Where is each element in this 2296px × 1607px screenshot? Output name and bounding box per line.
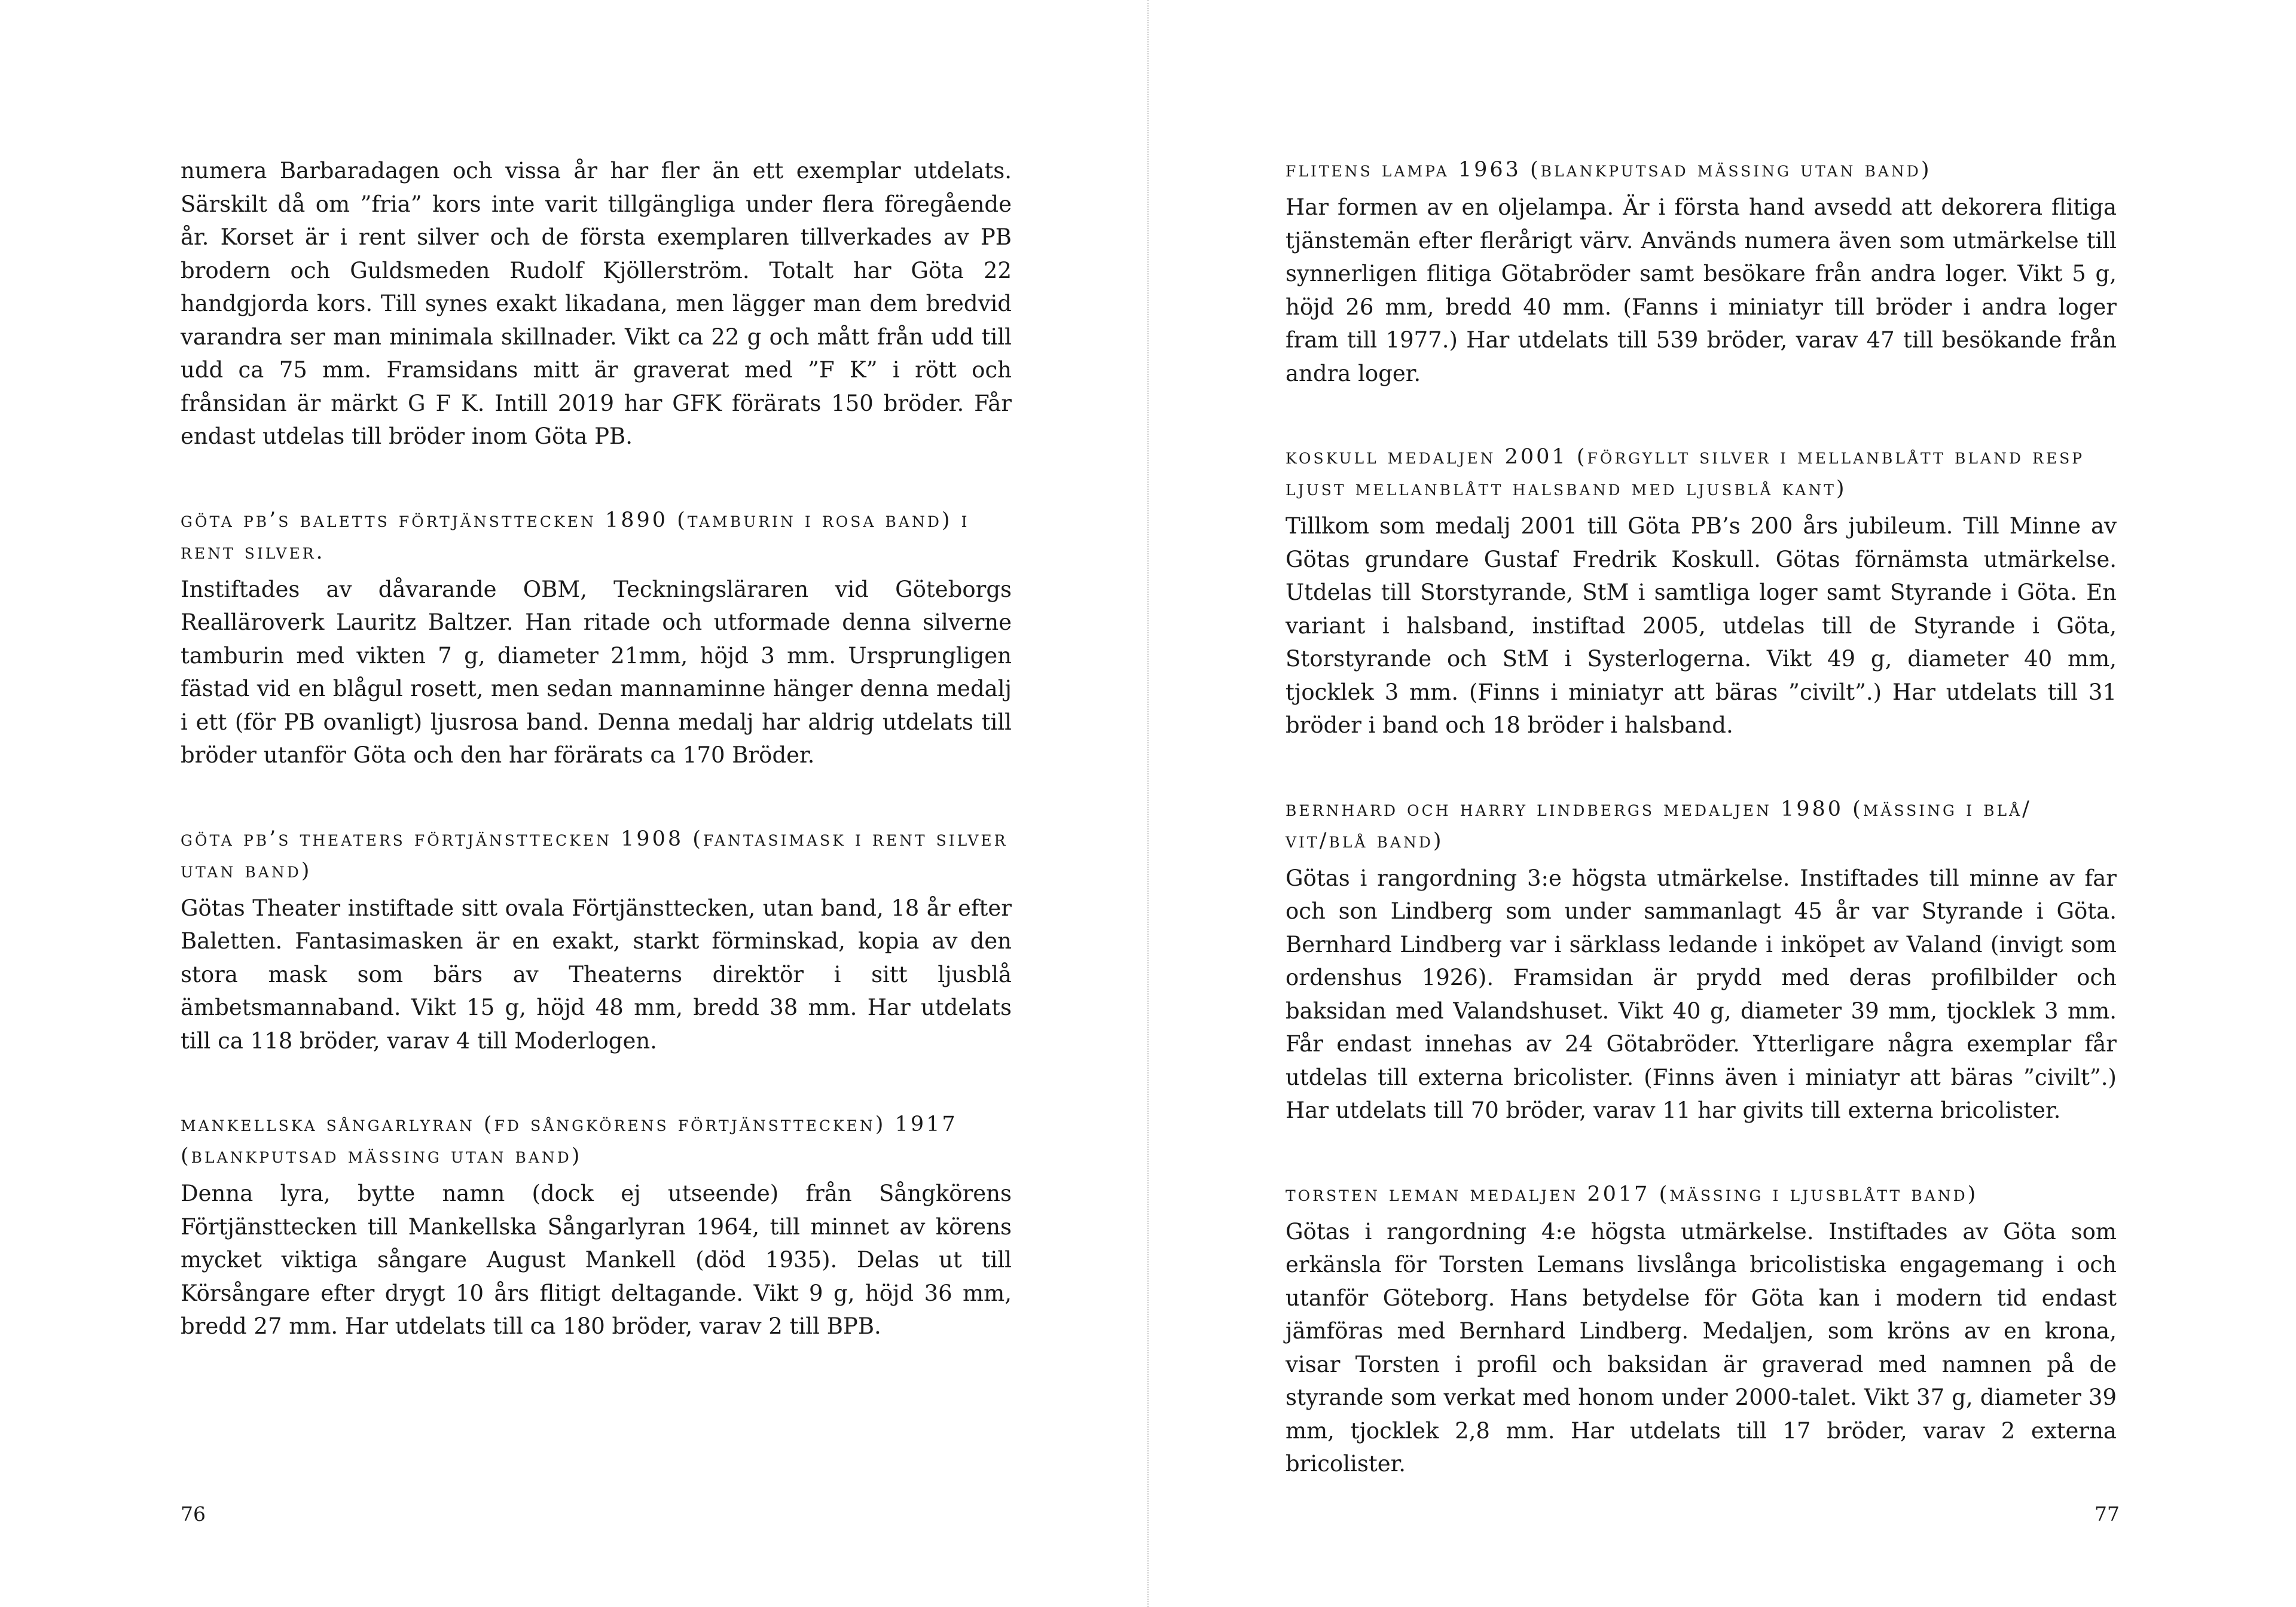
entry-body: Götas i rangordning 3:e högsta utmärkelse. Instiftades till minne av far och son Lindberg som under sammanlagt 45 år var Styrande i Göta. Bernhard Lindberg var i särklass ledande i inköpet av Valand (invigt som ordenshus 1926). Framsidan är prydd med deras profilbilder och baksidan med Valandshuset. Vikt 40 g, diameter 39 mm, tjocklek 3 mm. Får endast innehas av 24 Götabröder. Ytterligare några exemplar får utdelas till externa bricolister. (Finns även i miniatyr att bäras ”civilt”.) Har utdelats till 70 bröder, varav 11 har givits till externa bricolister. [1286,865,2117,1123]
entry-body: Denna lyra, bytte namn (dock ej utseende) från Sångkörens Förtjänsttecken till Mankellska Sångarlyran 1964, till minnet av körens mycket viktiga sångare August Mankell (död 1935). Delas ut till Körsångare efter drygt 10 års flitigt deltagande. Vikt 9 g, höjd 36 mm, bredd 27 mm. Har utdelats till ca 180 bröder, varav 2 till BPB. [181,1181,1012,1339]
continued-entry [181,154,1012,453]
entry-body: Har formen av en oljelampa. Är i första hand avsedd att dekorera flitiga tjänstemän efter flerårigt värv. Används numera även som utmärkelse till synnerligen flitiga Götabröder samt besökare från andra loger. Vikt 5 g, höjd 26 mm, bredd 40 mm. (Fanns i miniatyr till bröder i andra loger fram till 1977.) Har utdelats till 539 bröder, varav 47 till besökande från andra loger. [1286,194,2117,386]
entry-lindbergs-medaljen [1286,794,2117,1127]
entry-mankellska-sangarlyran [181,1109,1012,1343]
entry-theaters-fortjansttecken [181,824,1012,1058]
entry-koskull-medaljen [1286,441,2117,742]
entry-body: Instiftades av dåvarande OBM, Teckningsläraren vid Göteborgs Realläroverk Lauritz Baltzer. Han ritade och utformade denna silverne tamburin med vikten 7 g, diameter 21mm, höjd 3 mm. Ursprungligen fästad vid en blågul rosett, men sedan mannaminne hänger denna medalj i ett (för PB ovanligt) ljusrosa band. Denna medalj har aldrig utdelats till bröder utanför Göta och den har förärats ca 170 Bröder. [181,576,1012,768]
page-number-left: 76 [181,1502,206,1526]
entry-body: Tillkom som medalj 2001 till Göta PB’s 200 års jubileum. Till Minne av Götas grundare Gustaf Fredrik Koskull. Götas förnämsta utmärkelse. Utdelas till Storstyrande, StM i samtliga loger samt Styrande i Göta. En variant i halsband, instiftad 2005, utdelas till de Styrande i Göta, Storstyrande och StM i Systerlogerna. Vikt 49 g, diameter 40 mm, tjocklek 3 mm. (Finns i miniatyr att bäras ”civilt”.) Har utdelats till 31 bröder i band och 18 bröder i halsband. [1286,513,2117,738]
page-number-right: 77 [2095,1502,2120,1526]
entry-body: Götas i rangordning 4:e högsta utmärkelse. Instiftades av Göta som erkänsla för Torsten Lemans livslånga bricolistiska engagemang i och utanför Göteborg. Hans betydelse för Göta kan i modern tid endast jämföras med Bernhard Lindberg. Medaljen, som kröns av en krona, visar Torsten i profil och baksidan är graverad med namnen på de styrande som verkat med honom under 2000-talet. Vikt 37 g, diameter 39 mm, tjocklek 2,8 mm. Har utdelats till 17 bröder, varav 2 externa bricolister. [1286,1218,2117,1477]
entry-heading: mankellska sångarlyran (fd sångkörens förtjänsttecken) 1917 (blankputsad mässing utan band) [181,1112,958,1168]
entry-heading: göta pb’s baletts förtjänsttecken 1890 (tamburin i rosa band) i rent silver. [181,508,970,564]
entry-body: Götas Theater instiftade sitt ovala Förtjänsttecken, utan band, 18 år efter Baletten. Fantasimasken är en exakt, starkt förminskad, kopia av den stora mask som bärs av Theaterns direktör i sitt ljusblå ämbetsmannaband. Vikt 15 g, höjd 48 mm, bredd 38 mm. Har utdelats till ca 118 bröder, varav 4 till Moderlogen. [181,895,1012,1054]
left-page [181,154,1012,1395]
continued-text: numera Barbaradagen och vissa år har fler än ett exemplar utdelats. Särskilt då om ”fria” kors inte varit tillgängliga under flera föregående år. Korset är i rent silver och de första exemplaren tillverkades av PB brodern och Guldsmeden Rudolf Kjöllerström. Totalt har Göta 22 handgjorda kors. Till synes exakt likadana, men lägger man dem bredvid varandra ser man minimala skillnader. Vikt ca 22 g och mått från udd till udd ca 75 mm. Framsidans mitt är graverat med ”F K” i rött och frånsidan är märkt G F K. Intill 2019 har GFK förärats 150 bröder. Får endast utdelas till bröder inom Göta PB. [181,158,1012,449]
entry-heading: flitens lampa 1963 (blankputsad mässing utan band) [1286,158,1932,182]
entry-torsten-leman-medaljen [1286,1179,2117,1481]
entry-baletts-fortjansttecken [181,505,1012,772]
entry-heading: bernhard och harry lindbergs medaljen 1980 (mässing i blå/ vit/blå band) [1286,797,2032,853]
entry-heading: torsten leman medaljen 2017 (mässing i ljusblått band) [1286,1182,1979,1206]
entry-flitens-lampa [1286,154,2117,390]
entry-heading: koskull medaljen 2001 (förgyllt silver i mellanblått bland resp ljust mellanblått halsband med ljusblå kant) [1286,445,2085,501]
entry-heading: göta pb’s theaters förtjänsttecken 1908 (fantasimask i rent silver utan band) [181,827,1008,883]
right-page [1286,154,2117,1532]
page-gutter [1147,0,1149,1607]
